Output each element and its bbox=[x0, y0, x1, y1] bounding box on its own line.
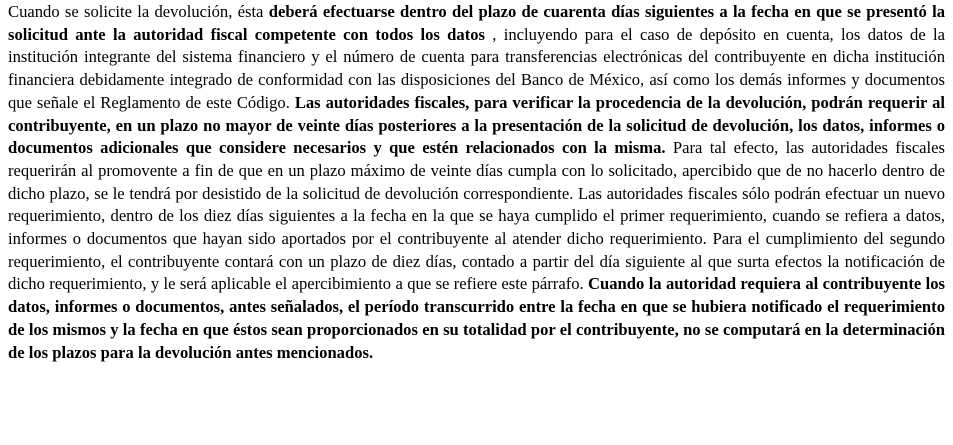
text-segment-5: Para tal efecto, las autoridades fiscales requerirán al promovente a fin de que en un plazo máximo de veinte días cumpla con lo solicitado, apercibido que de no hacerlo dentro de dicho plazo, se le tendrá por desistido de la solicitud de devolución correspondiente. Las autoridades fiscales sólo podrán efectuar un nuevo requerimiento, dentro de los diez días siguientes a la fecha en la que se haya cumplido el primer requerimiento, cuando se refiera a datos, informes o documentos que hayan sido aportados por el contribuyente al atender dicho requerimiento. Para el cumplimiento del segundo requerimiento, el contribuyente contará con un plazo de diez días, contado a partir del día siguiente al que surta efectos la notificación de dicho requerimiento, y le será aplicable el apercibimiento a que se refiere este párrafo. bbox=[8, 138, 945, 294]
bold-segment-deadline: deberá efectuarse dentro del plazo de cuarenta días siguientes a la fecha en que se presentó la solicitud ante la autoridad fiscal competente con todos los datos bbox=[8, 2, 945, 44]
legal-paragraph bbox=[8, 1, 945, 364]
text-segment-3: , incluyendo para el caso de depósito en cuenta, los datos de la institución integrante del sistema financiero y el número de cuenta para transferencias electrónicas del contribuyente en dicha institución financiera debidamente integrado de conformidad con las disposiciones del Banco de México, así como los demás informes y documentos que señale el Reglamento de este Código. bbox=[8, 24, 945, 112]
bold-segment-computation: Cuando la autoridad requiera al contribuyente los datos, informes o documentos, antes señalados, el período transcurrido entre la fecha en que se hubiera notificado el requerimiento de los mismos y la fecha en que éstos sean proporcionados en su totalidad por el contribuyente, no se computará en la determinación de los plazos para la devolución antes mencionados. bbox=[8, 274, 945, 362]
text-segment-1: Cuando se solicite la devolución, ésta bbox=[8, 2, 269, 21]
bold-segment-verification: Las autoridades fiscales, para verificar la procedencia de la devolución, podrán requerir al contribuyente, en un plazo no mayor de veinte días posteriores a la presentación de la solicitud de devolución, los datos, informes o documentos adicionales que considere necesarios y que estén relacionados con la misma. bbox=[8, 92, 945, 158]
